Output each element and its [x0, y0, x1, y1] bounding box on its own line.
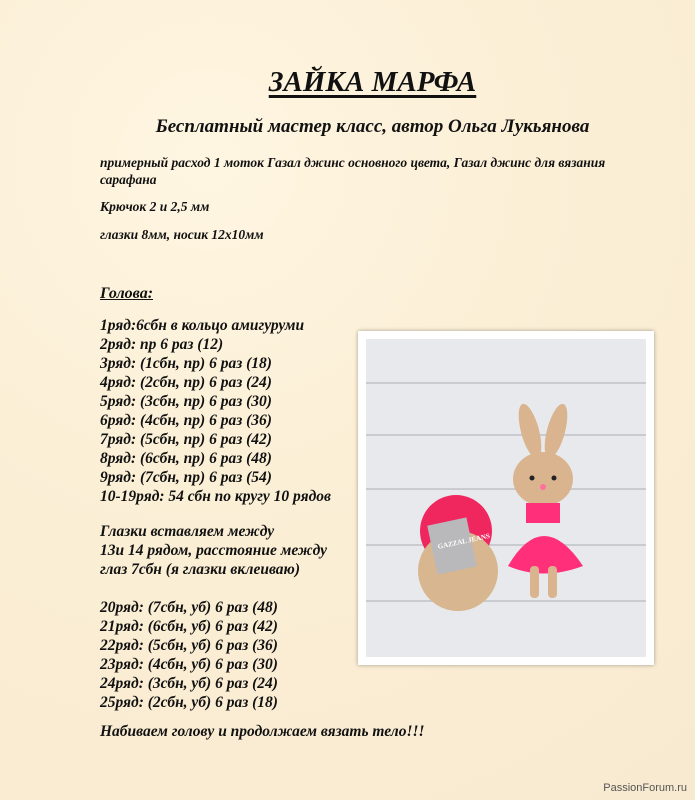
note-line: глаз 7сбн (я глазки вклеиваю)	[100, 561, 301, 578]
row-item: 6ряд: (4сбн, пр) 6 раз (36)	[100, 412, 272, 429]
row-item: 5ряд: (3сбн, пр) 6 раз (30)	[100, 393, 272, 410]
materials-yarn: примерный расход 1 моток Газал джинс основного цвета, Газал джинс для вязания сарафана	[100, 155, 606, 187]
row-item: 21ряд: (6сбн, уб) 6 раз (42)	[100, 618, 278, 635]
row-item: 1ряд:6сбн в кольцо амигуруми	[100, 317, 305, 334]
row-item: 20ряд: (7сбн, уб) 6 раз (48)	[100, 599, 278, 616]
bunny-photo	[358, 331, 654, 665]
row-item: 4ряд: (2сбн, пр) 6 раз (24)	[100, 374, 272, 391]
row-item: 10-19ряд: 54 сбн по кругу 10 рядов	[100, 488, 331, 505]
subtitle: Бесплатный мастер класс, автор Ольга Лукьянова	[155, 116, 590, 137]
row-item: 8ряд: (6сбн, пр) 6 раз (48)	[100, 450, 272, 467]
bunny-photo-illustration	[358, 331, 654, 665]
yarn-label: GAZZAL JEANS	[437, 531, 491, 551]
watermark: PassionForum.ru	[603, 782, 687, 794]
eyes-note	[100, 522, 327, 579]
row-item: 22ряд: (5сбн, уб) 6 раз (36)	[100, 637, 278, 654]
note-line: Глазки вставляем между	[100, 523, 275, 540]
row-item: 9ряд: (7сбн, пр) 6 раз (54)	[100, 469, 272, 486]
row-item: 24ряд: (3сбн, уб) 6 раз (24)	[100, 675, 278, 692]
materials-eyes: глазки 8мм, носик 12x10мм	[100, 227, 264, 242]
note-line: 13и 14 рядом, расстояние между	[100, 542, 327, 559]
row-item: 2ряд: пр 6 раз (12)	[100, 336, 224, 353]
bunny-head	[513, 452, 573, 506]
closing-text: Набиваем голову и продолжаем вязать тело!!!	[100, 723, 425, 740]
section-heading: Голова:	[100, 285, 154, 302]
page-title: ЗАЙКА МАРФА	[268, 66, 477, 98]
row-item: 7ряд: (5сбн, пр) 6 раз (42)	[100, 431, 272, 448]
materials-hook: Крючок 2 и 2,5 мм	[100, 199, 210, 214]
rows-list-b	[100, 598, 278, 712]
row-item: 23ряд: (4сбн, уб) 6 раз (30)	[100, 656, 278, 673]
rows-list-a	[100, 316, 331, 506]
row-item: 25ряд: (2сбн, уб) 6 раз (18)	[100, 694, 278, 711]
row-item: 3ряд: (1сбн, пр) 6 раз (18)	[100, 355, 272, 372]
